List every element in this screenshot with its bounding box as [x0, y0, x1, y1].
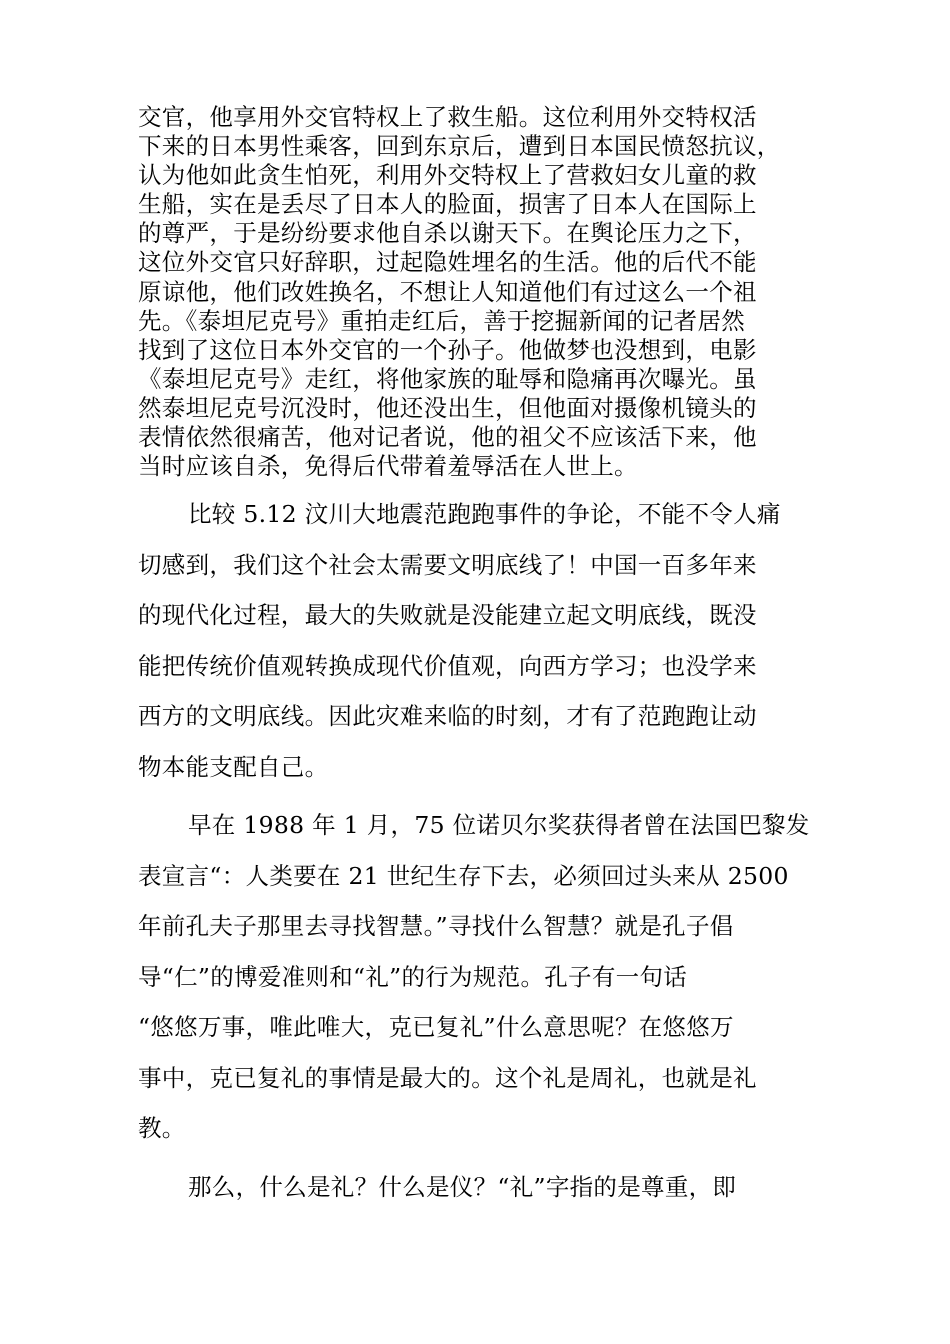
- text-line: 表情依然很痛苦，他对记者说，他的祖父不应该活下来，他: [138, 423, 757, 452]
- text-line: 这位外交官只好辞职，过起隐姓埋名的生活。他的后代不能: [138, 248, 757, 277]
- text-line: 下来的日本男性乘客，回到东京后，遭到日本国民愤怒抗议，: [138, 132, 781, 161]
- text-line: 教。: [138, 1114, 186, 1142]
- text-line: 早在 1988 年 1 月，75 位诺贝尔奖获得者曾在法国巴黎发: [188, 811, 810, 839]
- text-line: 导“仁”的博爱准则和“礼”的行为规范。孔子有一句话: [138, 962, 688, 991]
- text-line: 交官，他享用外交官特权上了救生船。这位利用外交特权活: [138, 103, 757, 131]
- text-line: 的尊严，于是纷纷要求他自杀以谢天下。在舆论压力之下，: [138, 219, 757, 248]
- text-line: 表宣言“：人类要在 21 世纪生存下去，必须回过头来从 2500: [138, 861, 789, 890]
- body-text: [138, 489, 818, 1212]
- text-line: 事中，克已复礼的事情是最大的。这个礼是周礼，也就是礼: [138, 1063, 757, 1092]
- text-line: 找到了这位日本外交官的一个孙子。他做梦也没想到，电影: [138, 335, 757, 364]
- text-line: 先。《泰坦尼克号》重拍走红后，善于挖掘新闻的记者居然: [138, 306, 746, 335]
- text-line: 比较 5.12 汶川大地震范跑跑事件的争论，不能不令人痛: [188, 500, 781, 528]
- text-line: 切感到，我们这个社会太需要文明底线了！中国一百多年来: [138, 550, 757, 579]
- carryover-paragraph: [138, 103, 818, 481]
- text-line: “悠悠万事，唯此唯大，克已复礼”什么意思呢？在悠悠万: [138, 1013, 734, 1041]
- paragraph-wenchuan: [138, 489, 818, 792]
- text-line: 的现代化过程，最大的失败就是没能建立起文明底线，既没: [138, 601, 757, 629]
- text-line: 西方的文明底线。因此灾难来临的时刻，才有了范跑跑让动: [138, 702, 757, 730]
- text-line: 认为他如此贪生怕死，利用外交特权上了营救妇女儿童的救: [138, 161, 757, 190]
- text-line: 《泰坦尼克号》走红，将他家族的耻辱和隐痛再次曝光。虽: [138, 364, 757, 393]
- text-line: 原谅他，他们改姓换名，不想让人知道他们有过这么一个祖: [138, 277, 757, 306]
- text-line: 年前孔夫子那里去寻找智慧。”寻找什么智慧？就是孔子倡: [138, 912, 734, 940]
- text-line: 生船，实在是丢尽了日本人的脸面，损害了日本人在国际上: [138, 190, 757, 219]
- text-line: 当时应该自杀，免得后代带着羞辱活在人世上。: [138, 452, 638, 481]
- paragraph-nobel-declaration: [138, 800, 818, 1154]
- paragraph-li-yi: [138, 1162, 818, 1213]
- text-line: 能把传统价值观转换成现代价值观，向西方学习；也没学来: [138, 651, 757, 680]
- text-line: 那么，什么是礼？什么是仪？“礼”字指的是尊重，即: [188, 1172, 737, 1201]
- text-line: 然泰坦尼克号沉没时，他还没出生，但他面对摄像机镜头的: [138, 393, 757, 422]
- text-line: 物本能支配自己。: [138, 752, 329, 781]
